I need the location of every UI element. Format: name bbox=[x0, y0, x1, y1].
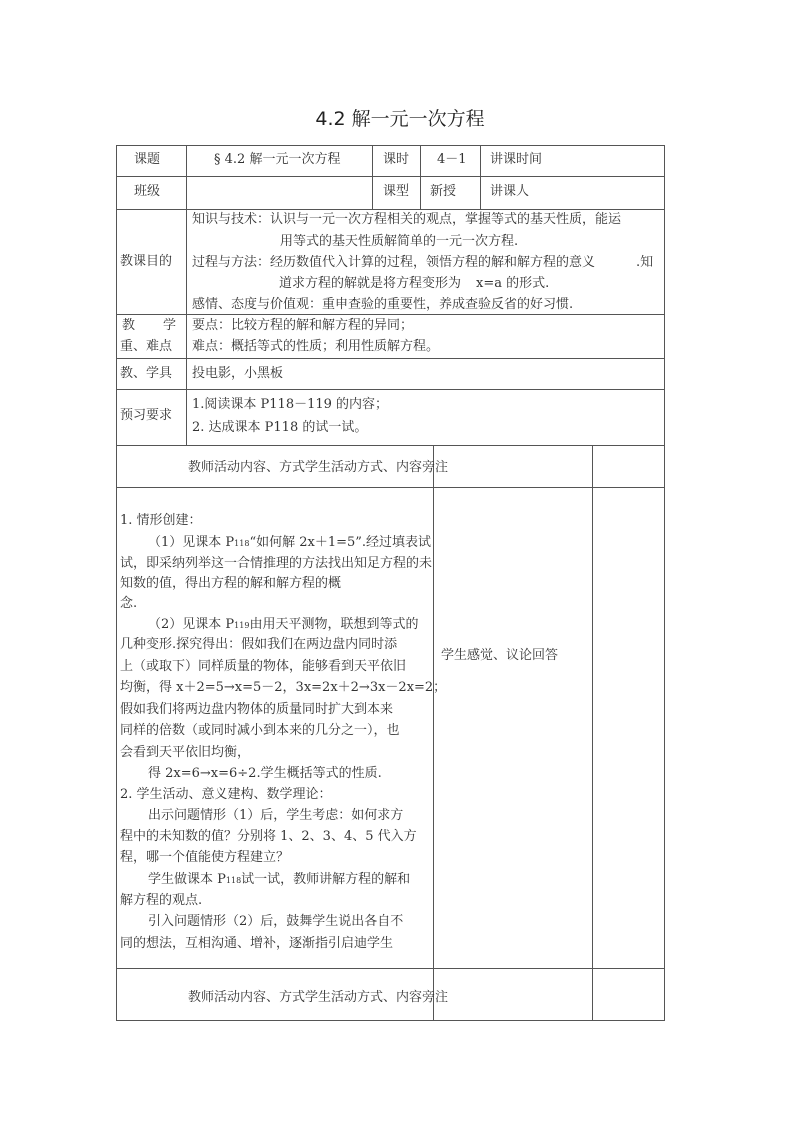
preview-item-1: 1.阅读课本 P118－119 的内容； bbox=[192, 397, 389, 412]
activity-header-repeat: 教师活动内容、方式学生活动方式、内容旁注 bbox=[188, 990, 449, 1005]
activity-line: 同样的倍数（或同时减小到本来的几分之一），也 bbox=[120, 723, 400, 738]
page-title: 4.2 解一元一次方程 bbox=[315, 108, 485, 130]
activity-line: 程中的未知数的值？分别将 1、2、3、4、5 代入方 bbox=[120, 829, 417, 844]
class-label: 班级 bbox=[134, 184, 161, 199]
topic-label: 课题 bbox=[134, 152, 161, 167]
keys-label-a: 教 bbox=[122, 318, 136, 333]
activity-header: 教师活动内容、方式学生活动方式、内容旁注 bbox=[188, 460, 449, 475]
activity-line: 几种变形.探究得出：假如我们在两边盘内同时添 bbox=[120, 637, 398, 652]
activity-line: 均衡，得 x＋2=5→x=5－2，3x=2x＋2→3x－2x=2； bbox=[120, 680, 447, 695]
goals-knowledge-line2: 用等式的基天性质解简单的一元一次方程. bbox=[280, 234, 519, 249]
goals-attitude-line: 感情、态度与价值观：重申查验的重要性，养成查验反省的好习惯. bbox=[192, 297, 574, 312]
topic-value: § 4.2 解一元一次方程 bbox=[214, 152, 341, 167]
keys-label-c: 重、难点 bbox=[120, 339, 173, 354]
goals-knowledge-line1: 知识与技术：认识与一元一次方程相关的观点，掌握等式的基天性质，能运 bbox=[192, 212, 622, 227]
activity-line: 程，哪一个值能使方程建立？ bbox=[120, 850, 290, 865]
student-activity-note: 学生感觉、议论回答 bbox=[441, 648, 559, 663]
teacher-label: 讲课人 bbox=[490, 184, 530, 199]
activity-line: 出示问题情形（1）后，学生考虑：如何求方 bbox=[148, 808, 404, 823]
activity-line: 解方程的观点. bbox=[120, 893, 203, 908]
preview-item-2: 2. 达成课本 P118 的试一试。 bbox=[192, 420, 368, 435]
activity-line: 会看到天平依旧均衡， bbox=[120, 745, 251, 760]
tools-label: 教、学具 bbox=[120, 366, 173, 381]
activity-line: （1）见课本 P118“如何解 2x＋1=5”.经过填表试 bbox=[148, 535, 432, 550]
activity-line: 假如我们将两边盘内物体的质量同时扩大到本来 bbox=[120, 702, 394, 717]
activity-line: 同的想法，互相沟通、增补，逐渐指引启迪学生 bbox=[120, 936, 394, 951]
goals-process-line1-end: .知 bbox=[636, 255, 654, 270]
activity-line: 得 2x=6→x=6÷2.学生概括等式的性质. bbox=[148, 766, 382, 781]
lecture-time-label: 讲课时间 bbox=[490, 152, 543, 167]
key-focus: 要点：比较方程的解和解方程的异同； bbox=[192, 318, 414, 333]
activity-line: 引入问题情形（2）后，鼓舞学生说出各自不 bbox=[148, 914, 404, 929]
activity-line: 知数的值，得出方程的解和解方程的概 bbox=[120, 576, 342, 591]
activity-line: 2. 学生活动、意义建构、数学理论： bbox=[120, 787, 332, 802]
lesson-type-label: 课型 bbox=[383, 184, 410, 199]
preview-label: 预习要求 bbox=[120, 408, 173, 423]
keys-label-b: 学 bbox=[163, 318, 177, 333]
goals-process-line2: 道求方程的解就是将方程变形为 bbox=[279, 276, 462, 291]
hours-value: 4－1 bbox=[437, 152, 467, 167]
goals-label: 教课目的 bbox=[120, 254, 173, 269]
tools-value: 投电影，小黑板 bbox=[192, 366, 284, 381]
lesson-type-value: 新授 bbox=[430, 184, 457, 199]
activity-line: 试，即采纳列举这一合情推理的方法找出知足方程的未 bbox=[120, 556, 433, 571]
activity-line: 念. bbox=[120, 596, 138, 611]
activity-line: （2）见课本 P119由用天平测物，联想到等式的 bbox=[148, 617, 419, 632]
hours-label: 课时 bbox=[383, 152, 410, 167]
activity-line: 1. 情形创建： bbox=[120, 513, 202, 528]
activity-line: 学生做课本 P118试一试，教师讲解方程的解和 bbox=[148, 872, 411, 887]
goals-process-line1: 过程与方法：经历数值代入计算的过程，领悟方程的解和解方程的意义 bbox=[192, 255, 596, 270]
activity-line: 上（或取下）同样质量的物体，能够看到天平依旧 bbox=[120, 659, 407, 674]
key-difficulty: 难点：概括等式的性质；利用性质解方程。 bbox=[192, 339, 440, 354]
goals-process-line2-end: x=a 的形式. bbox=[476, 276, 550, 291]
